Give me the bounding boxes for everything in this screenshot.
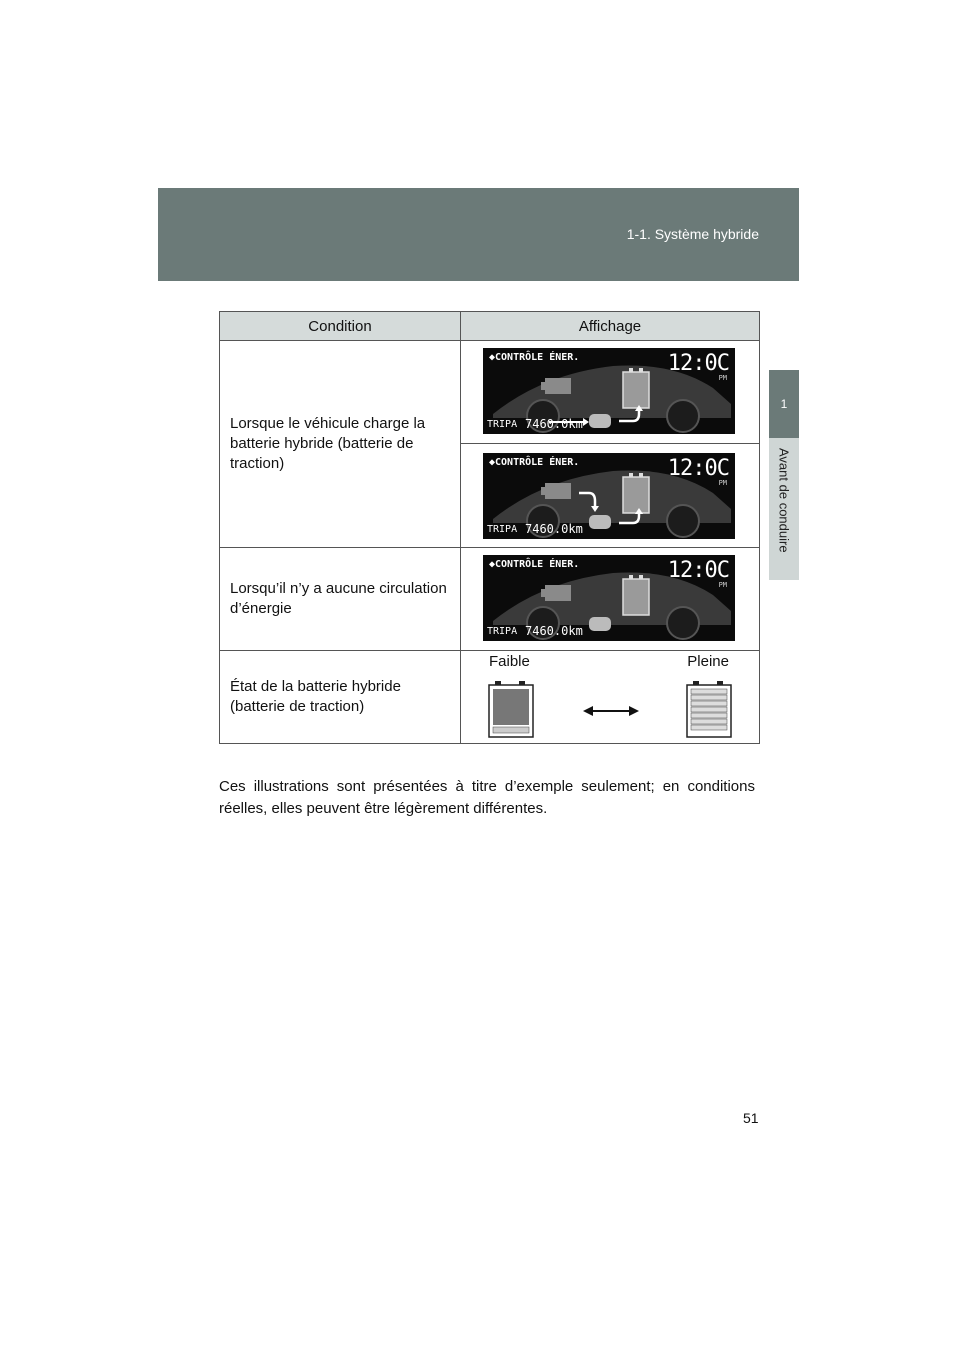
screen-title: ◆CONTRÔLE ÉNER. bbox=[489, 352, 580, 363]
col-display: Affichage bbox=[461, 312, 760, 341]
battery-low-label: Faible bbox=[489, 653, 530, 670]
disclaimer-note: Ces illustrations sont présentées à titre d’exemple seulement; en conditions réelles, elles peuvent être légèrement différentes. bbox=[219, 778, 755, 817]
chapter-tab bbox=[769, 370, 799, 438]
screen-ampm: PM bbox=[718, 581, 727, 589]
display-cell bbox=[461, 548, 760, 651]
battery-icon bbox=[623, 575, 649, 615]
display-cell bbox=[461, 341, 760, 548]
condition-cell: Lorsque le véhicule charge la batterie hybride (batterie de traction) bbox=[220, 341, 461, 548]
screen-title: ◆CONTRÔLE ÉNER. bbox=[489, 559, 580, 570]
display-cell bbox=[461, 651, 760, 744]
battery-full-label: Pleine bbox=[687, 653, 729, 670]
page-number: 51 bbox=[743, 1110, 759, 1126]
header-band bbox=[158, 188, 799, 281]
screen-odometer: 7460.0km bbox=[525, 417, 583, 431]
screen-clock: 12:0C bbox=[667, 456, 729, 481]
battery-icon bbox=[687, 681, 731, 737]
energy-monitor-screen bbox=[483, 348, 735, 434]
battery-icon bbox=[623, 473, 649, 513]
screen-clock: 12:0C bbox=[667, 558, 729, 583]
condition-cell: État de la batterie hybride (batterie de traction) bbox=[220, 651, 461, 744]
table-row bbox=[220, 548, 760, 651]
energy-monitor-screen bbox=[483, 555, 735, 641]
energy-display-table bbox=[219, 311, 760, 744]
condition-cell: Lorsqu’il n’y a aucune circulation d’énergie bbox=[220, 548, 461, 651]
motor-icon bbox=[589, 515, 611, 529]
col-condition: Condition bbox=[220, 312, 461, 341]
screen-odometer: 7460.0km bbox=[525, 522, 583, 536]
cell-divider bbox=[461, 443, 759, 444]
engine-icon bbox=[541, 585, 571, 601]
screen-odometer: 7460.0km bbox=[525, 624, 583, 638]
battery-icon bbox=[489, 681, 533, 737]
battery-level-diagram bbox=[461, 651, 759, 743]
double-arrow-icon bbox=[583, 706, 639, 716]
screen-ampm: PM bbox=[718, 374, 727, 382]
screen-title: ◆CONTRÔLE ÉNER. bbox=[489, 457, 580, 468]
motor-icon bbox=[589, 414, 611, 428]
chapter-label: Avant de conduire bbox=[776, 448, 792, 553]
engine-icon bbox=[541, 483, 571, 499]
screen-trip: TRIPA bbox=[487, 419, 518, 430]
screen-trip: TRIPA bbox=[487, 524, 518, 535]
section-title: 1-1. Système hybride bbox=[626, 226, 759, 242]
engine-icon bbox=[541, 378, 571, 394]
chapter-number: 1 bbox=[780, 397, 788, 411]
screen-trip: TRIPA bbox=[487, 626, 518, 637]
screen-ampm: PM bbox=[718, 479, 727, 487]
table-row bbox=[220, 341, 760, 548]
table-header bbox=[220, 312, 760, 341]
screen-clock: 12:0C bbox=[667, 351, 729, 376]
energy-monitor-screen bbox=[483, 453, 735, 539]
motor-icon bbox=[589, 617, 611, 631]
table-row bbox=[220, 651, 760, 744]
battery-icon bbox=[623, 368, 649, 408]
